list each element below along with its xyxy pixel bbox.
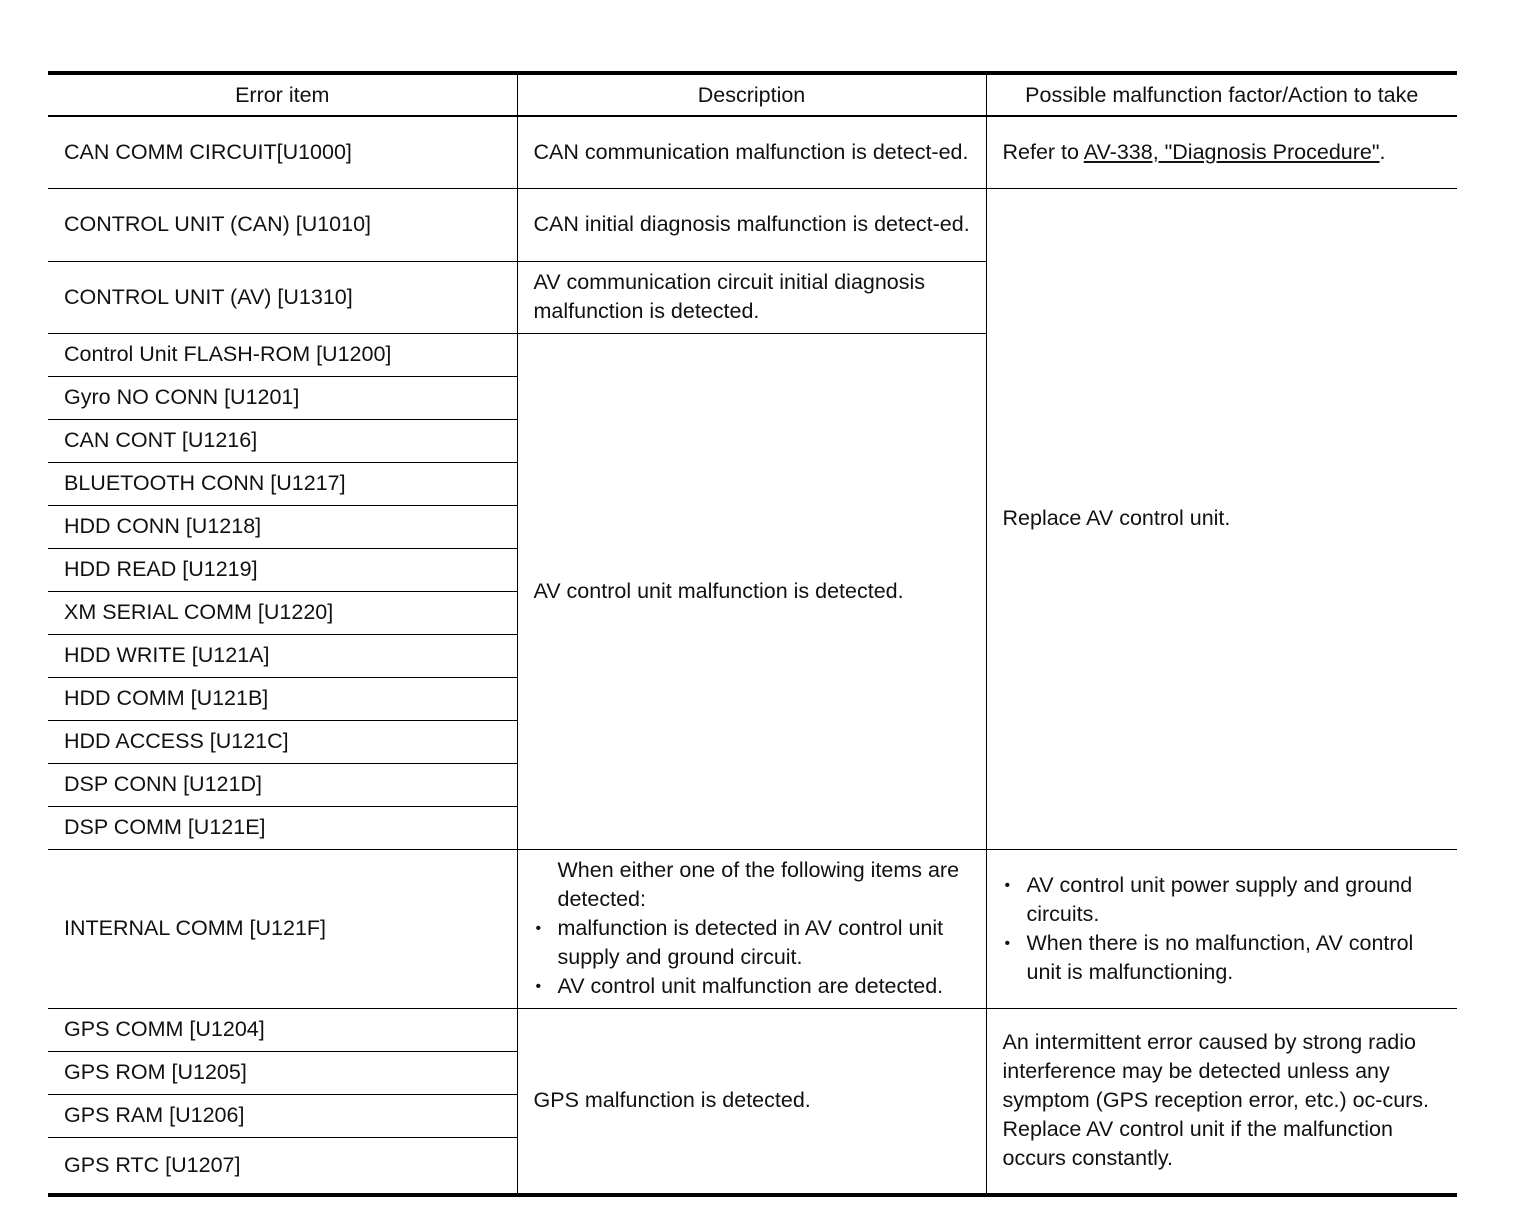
error-item-cell: HDD CONN [U1218] bbox=[48, 505, 517, 548]
description-cell-av: AV control unit malfunction is detected. bbox=[517, 333, 986, 849]
error-item-cell: Gyro NO CONN [U1201] bbox=[48, 376, 517, 419]
header-description: Description bbox=[517, 73, 986, 116]
error-item-cell: XM SERIAL COMM [U1220] bbox=[48, 591, 517, 634]
description-intro: When either one of the following items are detected: bbox=[557, 858, 960, 911]
error-item-table bbox=[48, 71, 1457, 1197]
action-bullets bbox=[1003, 871, 1444, 987]
error-item-cell: Control Unit FLASH-ROM [U1200] bbox=[48, 333, 517, 376]
table-row bbox=[48, 1008, 1457, 1051]
table-row bbox=[48, 188, 1457, 261]
table-header-row bbox=[48, 73, 1457, 116]
list-item: • malfunction is detected in AV control unit supply and ground circuit. bbox=[534, 914, 972, 972]
description-cell-internal bbox=[517, 849, 986, 1008]
action-cell bbox=[986, 116, 1457, 188]
list-item: • When there is no malfunction, AV control unit is malfunctioning. bbox=[1003, 929, 1444, 987]
error-item-cell: DSP COMM [U121E] bbox=[48, 806, 517, 849]
error-item-cell: HDD READ [U1219] bbox=[48, 548, 517, 591]
error-item-cell: CAN COMM CIRCUIT[U1000] bbox=[48, 116, 517, 188]
error-item-cell: BLUETOOTH CONN [U1217] bbox=[48, 462, 517, 505]
description-cell: CAN communication malfunction is detect-ed. bbox=[517, 116, 986, 188]
error-item-cell: CONTROL UNIT (CAN) [U1010] bbox=[48, 188, 517, 261]
error-item-cell: GPS ROM [U1205] bbox=[48, 1051, 517, 1094]
error-item-cell: HDD COMM [U121B] bbox=[48, 677, 517, 720]
error-item-cell: CONTROL UNIT (AV) [U1310] bbox=[48, 261, 517, 333]
error-item-cell: GPS RAM [U1206] bbox=[48, 1094, 517, 1137]
error-item-cell: GPS RTC [U1207] bbox=[48, 1137, 517, 1195]
error-item-cell: INTERNAL COMM [U121F] bbox=[48, 849, 517, 1008]
header-error-item: Error item bbox=[48, 73, 517, 116]
list-item: • AV control unit power supply and ground circuits. bbox=[1003, 871, 1444, 929]
description-bullets bbox=[534, 914, 972, 1001]
description-cell: CAN initial diagnosis malfunction is detect-ed. bbox=[517, 188, 986, 261]
description-cell: AV communication circuit initial diagnosis malfunction is detected. bbox=[517, 261, 986, 333]
action-cell-gps bbox=[986, 1008, 1457, 1195]
description-cell-gps: GPS malfunction is detected. bbox=[517, 1008, 986, 1195]
error-item-cell: CAN CONT [U1216] bbox=[48, 419, 517, 462]
error-item-cell: HDD WRITE [U121A] bbox=[48, 634, 517, 677]
action-suffix: . bbox=[1379, 139, 1386, 164]
action-cell-replace: Replace AV control unit. bbox=[986, 188, 1457, 849]
gps-action-text: An intermittent error caused by strong radio interference may be detected unless any symptom (GPS reception error, etc.) oc-curs. bbox=[1002, 1030, 1430, 1113]
gps-action-replace: Replace AV control unit if the malfunction occurs constantly. bbox=[1002, 1117, 1393, 1171]
action-prefix: Refer to bbox=[1002, 139, 1084, 164]
list-item: • AV control unit malfunction are detected. bbox=[534, 972, 972, 1001]
diagnosis-procedure-link[interactable]: AV-338, "Diagnosis Procedure" bbox=[1083, 139, 1380, 164]
error-item-cell: GPS COMM [U1204] bbox=[48, 1008, 517, 1051]
error-item-cell: HDD ACCESS [U121C] bbox=[48, 720, 517, 763]
table-row bbox=[48, 116, 1457, 188]
action-cell-internal bbox=[986, 849, 1457, 1008]
header-action: Possible malfunction factor/Action to take bbox=[986, 73, 1457, 116]
table-row bbox=[48, 849, 1457, 1008]
error-item-cell: DSP CONN [U121D] bbox=[48, 763, 517, 806]
